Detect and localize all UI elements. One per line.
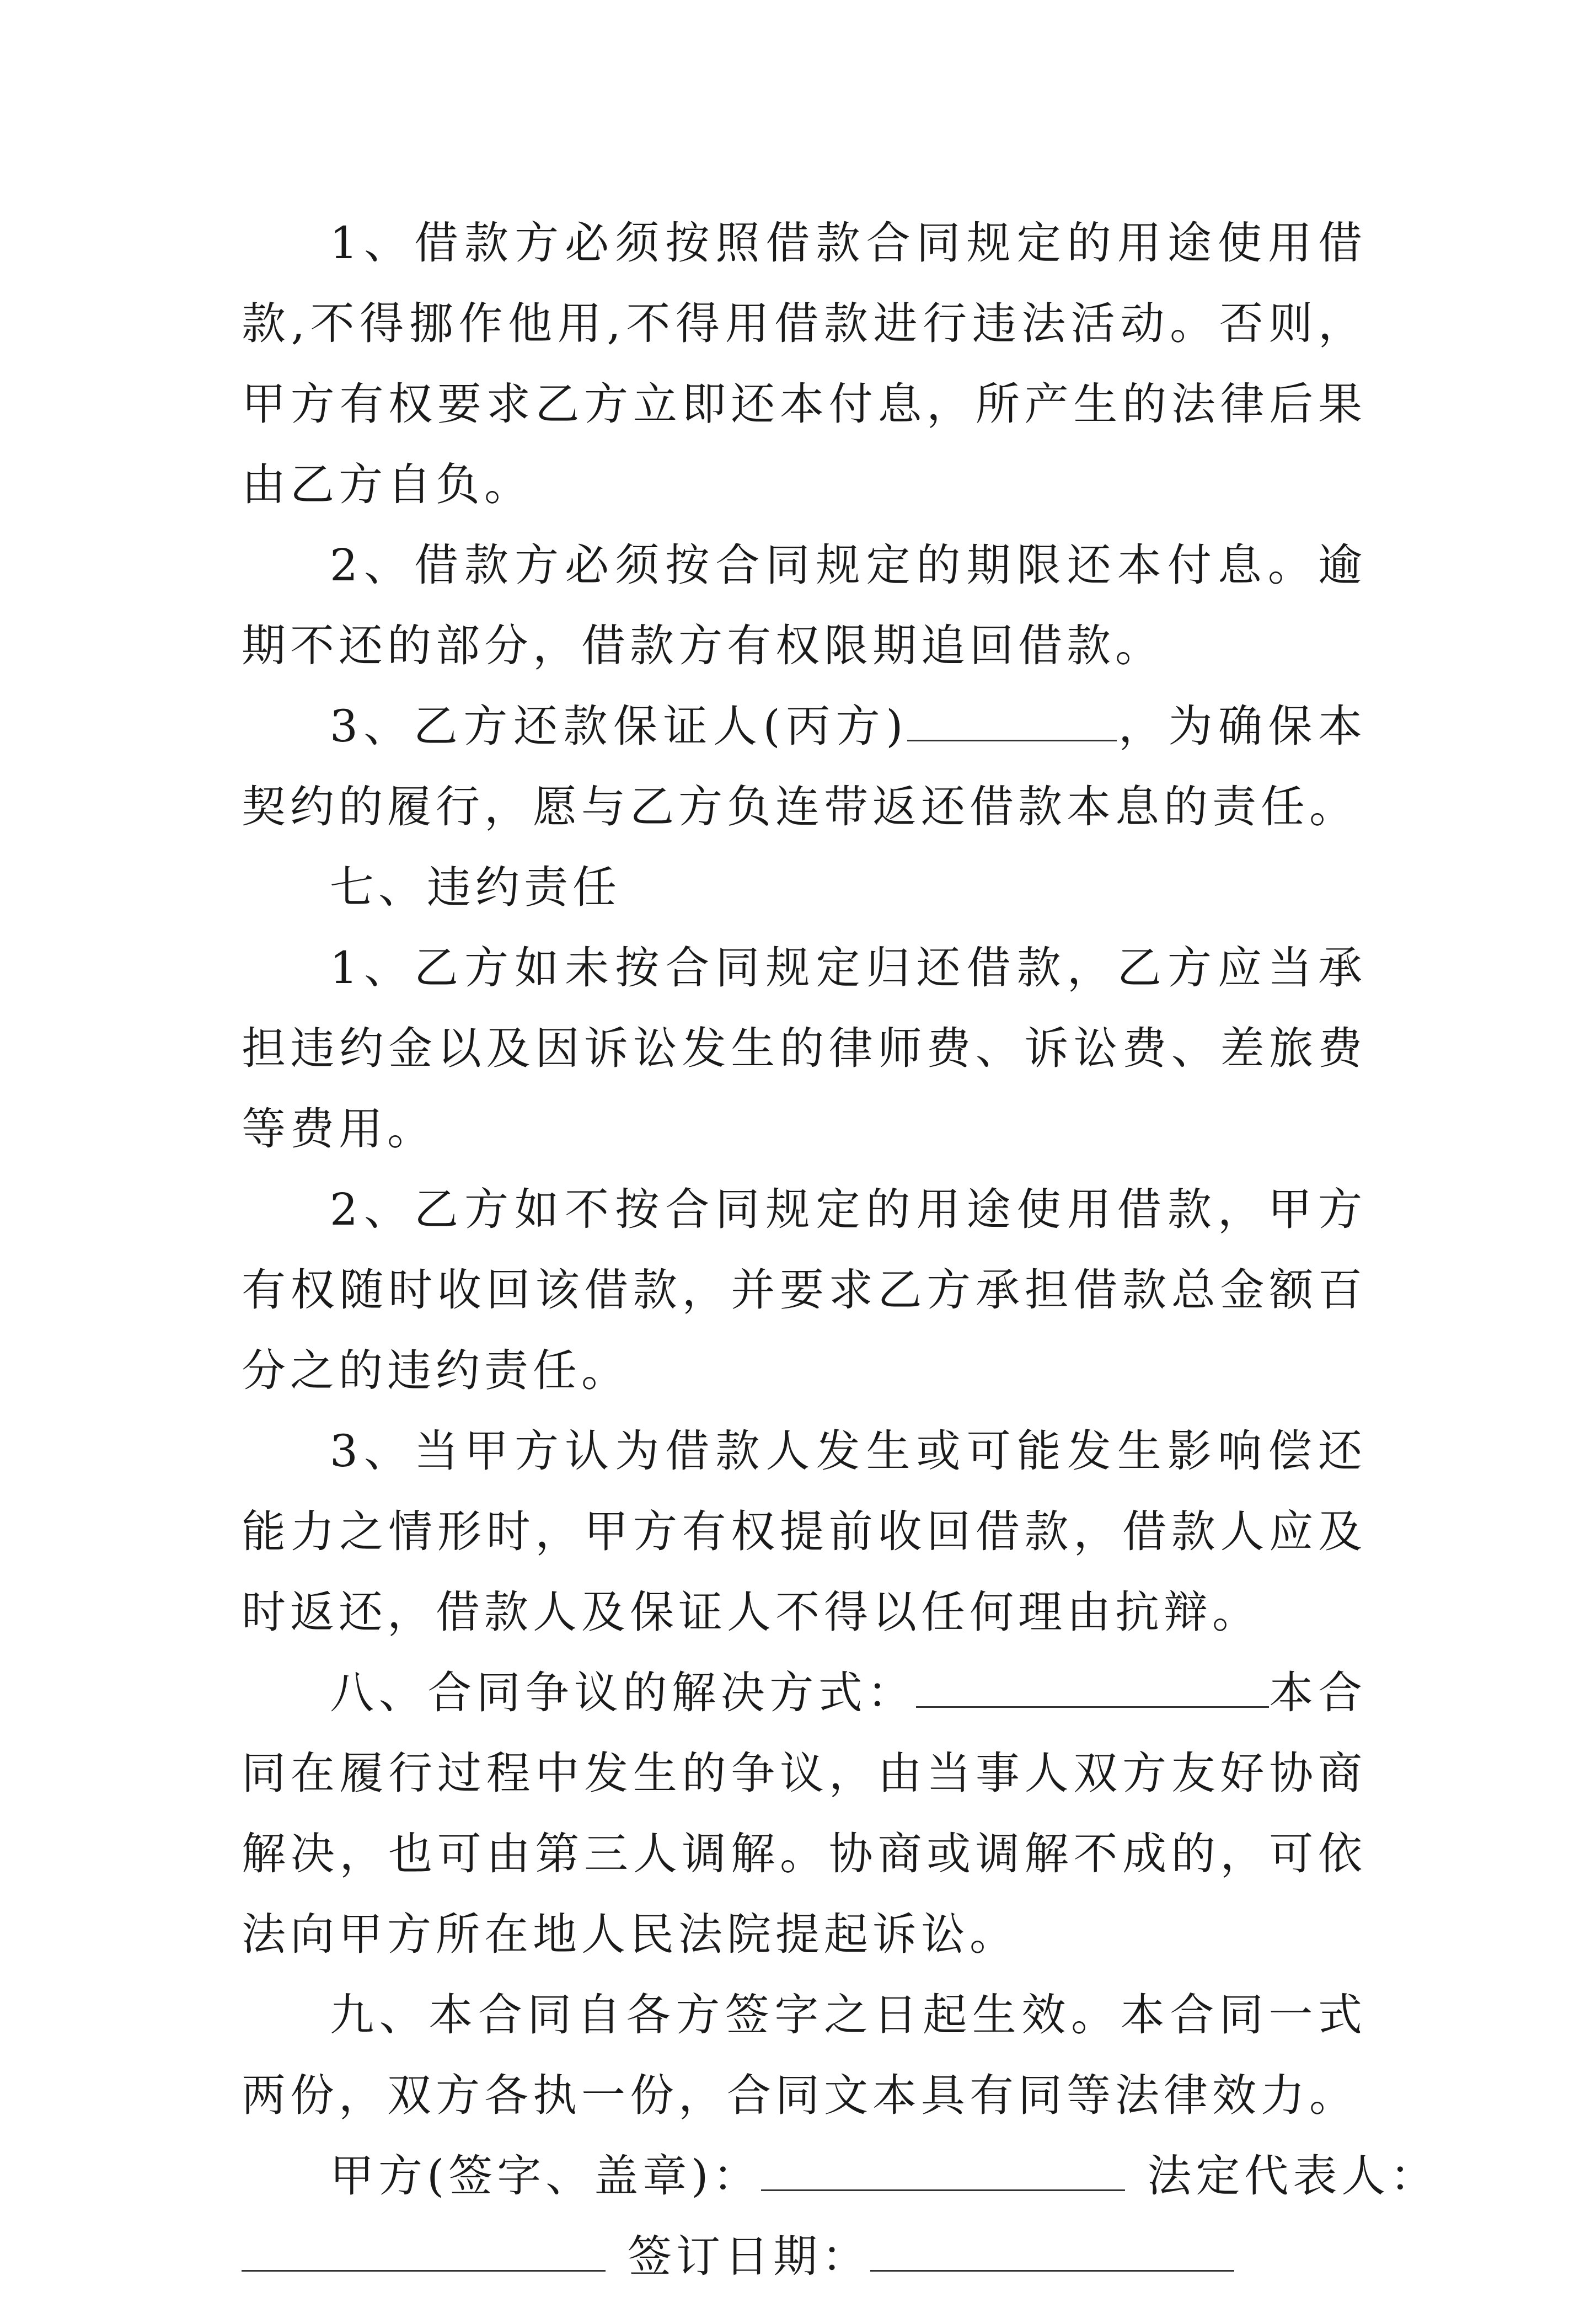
section-9: 九、本合同自各方签字之日起生效。本合同一式两份，双方各执一份，合同文本具有同等法律效力。 xyxy=(242,1989,1367,2121)
sign-date-label: 签订日期： xyxy=(628,2231,870,2282)
signature-block xyxy=(242,2136,1439,2297)
signature-line-1 xyxy=(242,2136,1439,2216)
document-body xyxy=(242,203,1439,2297)
clause-6-3 xyxy=(242,686,1367,847)
sign-date-blank xyxy=(870,2237,1234,2272)
legal-rep-label: 法定代表人： xyxy=(1147,2150,1439,2202)
guarantor-blank xyxy=(907,707,1117,741)
section-8-lead: 八、合同争议的解决方式： xyxy=(330,1667,916,1718)
section-8 xyxy=(242,1653,1367,1975)
signature-line-2 xyxy=(242,2216,1367,2297)
clause-6-3-lead: 3、乙方还款保证人(丙方) xyxy=(330,701,908,752)
section-7-heading: 七、违约责任 xyxy=(330,862,621,913)
clause-6-1: 1、借款方必须按照借款合同规定的用途使用借款,不得挪作他用,不得用借款进行违法活动。否则，甲方有权要求乙方立即还本付息，所产生的法律后果由乙方自负。 xyxy=(242,217,1367,510)
clause-7-2: 2、乙方如不按合同规定的用途使用借款，甲方有权随时收回该借款，并要求乙方承担借款总金额百分之的违约责任。 xyxy=(242,1184,1367,1396)
clause-7-1: 1、乙方如未按合同规定归还借款，乙方应当承担违约金以及因诉讼发生的律师费、诉讼费、差旅费等费用。 xyxy=(242,942,1367,1155)
party-a-label: 甲方(签字、盖章)： xyxy=(330,2150,762,2202)
legal-rep-blank xyxy=(242,2237,606,2272)
clause-7-3: 3、当甲方认为借款人发生或可能发生影响偿还能力之情形时，甲方有权提前收回借款，借款人应及时返还，借款人及保证人不得以任何理由抗辩。 xyxy=(242,1425,1367,1638)
party-a-blank xyxy=(761,2156,1125,2191)
section-8-tail: 本合同在履行过程中发生的争议，由当事人双方友好协商解决，也可由第三人调解。协商或调解不成的，可依法向甲方所在地人民法院提起诉讼。 xyxy=(242,1667,1367,1960)
dispute-method-blank xyxy=(916,1673,1269,1708)
clause-6-2: 2、借款方必须按合同规定的期限还本付息。逾期不还的部分，借款方有权限期追回借款。 xyxy=(242,539,1367,671)
clause-6-3-tail: ，为确保本契约的履行，愿与乙方负连带返还借款本息的责任。 xyxy=(242,701,1367,832)
